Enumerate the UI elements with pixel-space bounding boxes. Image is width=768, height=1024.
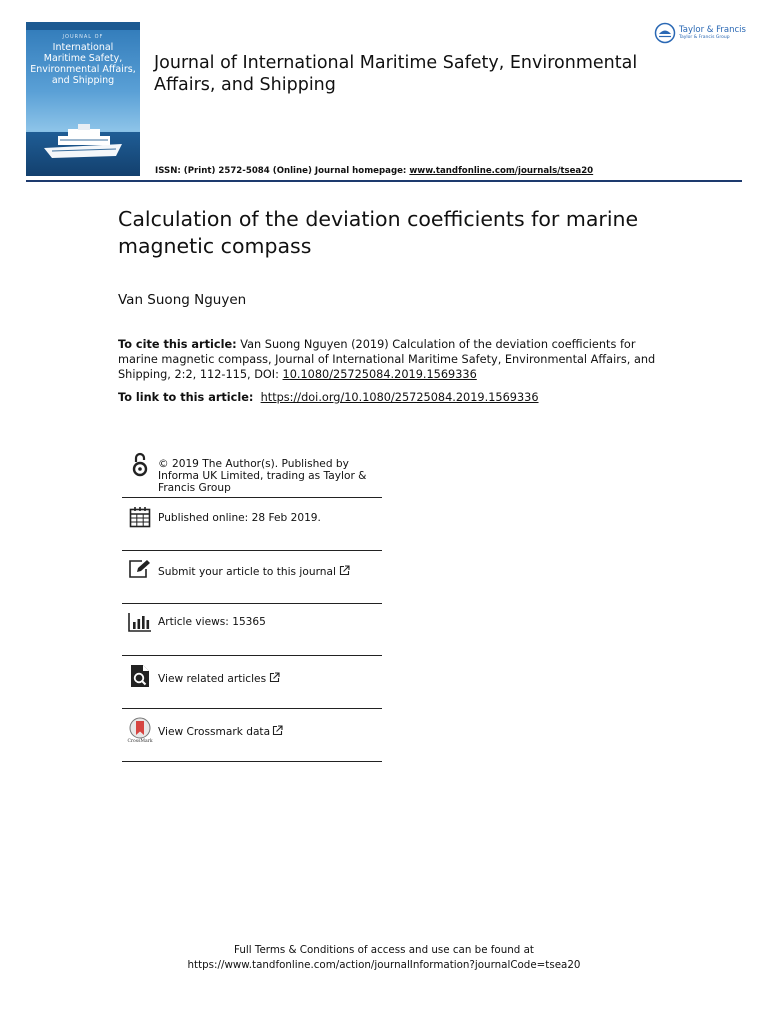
article-link-block [118, 391, 539, 404]
cite-text: Van Suong Nguyen (2019) Calculation of the deviation coefficients for marine magnetic compass, Journal of International Maritime Safety, Environmental Affairs, and Shipping, 2:2, 112-115, DOI: [118, 338, 656, 381]
issn-text: ISSN: (Print) 2572-5084 (Online) Journal homepage: [155, 166, 410, 176]
copyright-row [122, 452, 382, 498]
views-text: Article views: 15365 [158, 616, 266, 628]
external-link-icon [272, 725, 283, 736]
open-access-icon [132, 452, 148, 478]
footer-terms-link[interactable]: https://www.tandfonline.com/action/journalInformation?journalCode=tsea20 [187, 959, 581, 971]
publisher-logo[interactable] [654, 22, 746, 44]
crossmark-text: View Crossmark data [158, 726, 271, 738]
header-divider [26, 180, 742, 182]
cruise-ship-icon [40, 122, 126, 162]
publisher-tagline: Taylor & Francis Group [679, 35, 730, 40]
external-link-icon [339, 565, 350, 576]
taylor-francis-logo-icon [654, 22, 676, 44]
cover-title [28, 42, 138, 86]
article-title: Calculation of the deviation coefficients for marine magnetic compass [118, 207, 639, 258]
edit-icon [128, 559, 152, 579]
journal-homepage-link[interactable]: www.tandfonline.com/journals/tsea20 [409, 166, 594, 176]
calendar-icon [129, 506, 151, 528]
cover-series-label: JOURNAL OF [62, 34, 104, 40]
journal-cover [26, 22, 140, 176]
footer [0, 943, 768, 973]
crossmark-link[interactable] [158, 709, 283, 738]
cite-label: To cite this article: [118, 338, 237, 351]
related-articles-icon [130, 664, 150, 688]
citation-block [118, 337, 663, 382]
doi-link[interactable]: 10.1080/25725084.2019.1569336 [282, 368, 477, 381]
crossmark-logo-text: CrossMark [127, 739, 153, 744]
crossmark-row[interactable] [122, 709, 382, 762]
article-author: Van Suong Nguyen [118, 292, 247, 308]
issn-line [155, 166, 593, 176]
article-info-list [122, 452, 382, 762]
cover-title-line: Maritime Safety, [43, 53, 123, 64]
cover-title-line: International [52, 42, 114, 53]
crossmark-icon [129, 717, 151, 739]
related-text: View related articles [158, 673, 267, 685]
footer-line-1: Full Terms & Conditions of access and use can be found at [234, 944, 534, 956]
submit-link[interactable] [158, 551, 350, 578]
published-row [122, 498, 382, 551]
submit-row[interactable] [122, 551, 382, 604]
related-row[interactable] [122, 656, 382, 709]
bar-chart-icon [128, 612, 152, 632]
views-row [122, 604, 382, 656]
link-label: To link to this article: [118, 391, 254, 404]
cover-title-line: Environmental Affairs, [30, 64, 136, 75]
cover-title-line: and Shipping [51, 75, 115, 86]
copyright-text: © 2019 The Author(s). Published by Informa UK Limited, trading as Taylor & Francis Group [158, 458, 367, 494]
submit-text: Submit your article to this journal [158, 566, 336, 578]
journal-title: Journal of International Maritime Safety, Environmental Affairs, and Shipping [154, 53, 638, 95]
external-link-icon [269, 672, 280, 683]
cover-top-bar [26, 22, 140, 30]
publisher-name: Taylor & Francis [679, 25, 746, 35]
article-url-link[interactable]: https://doi.org/10.1080/25725084.2019.1569336 [260, 391, 539, 404]
related-link[interactable] [158, 656, 280, 685]
published-text: Published online: 28 Feb 2019. [158, 512, 321, 524]
